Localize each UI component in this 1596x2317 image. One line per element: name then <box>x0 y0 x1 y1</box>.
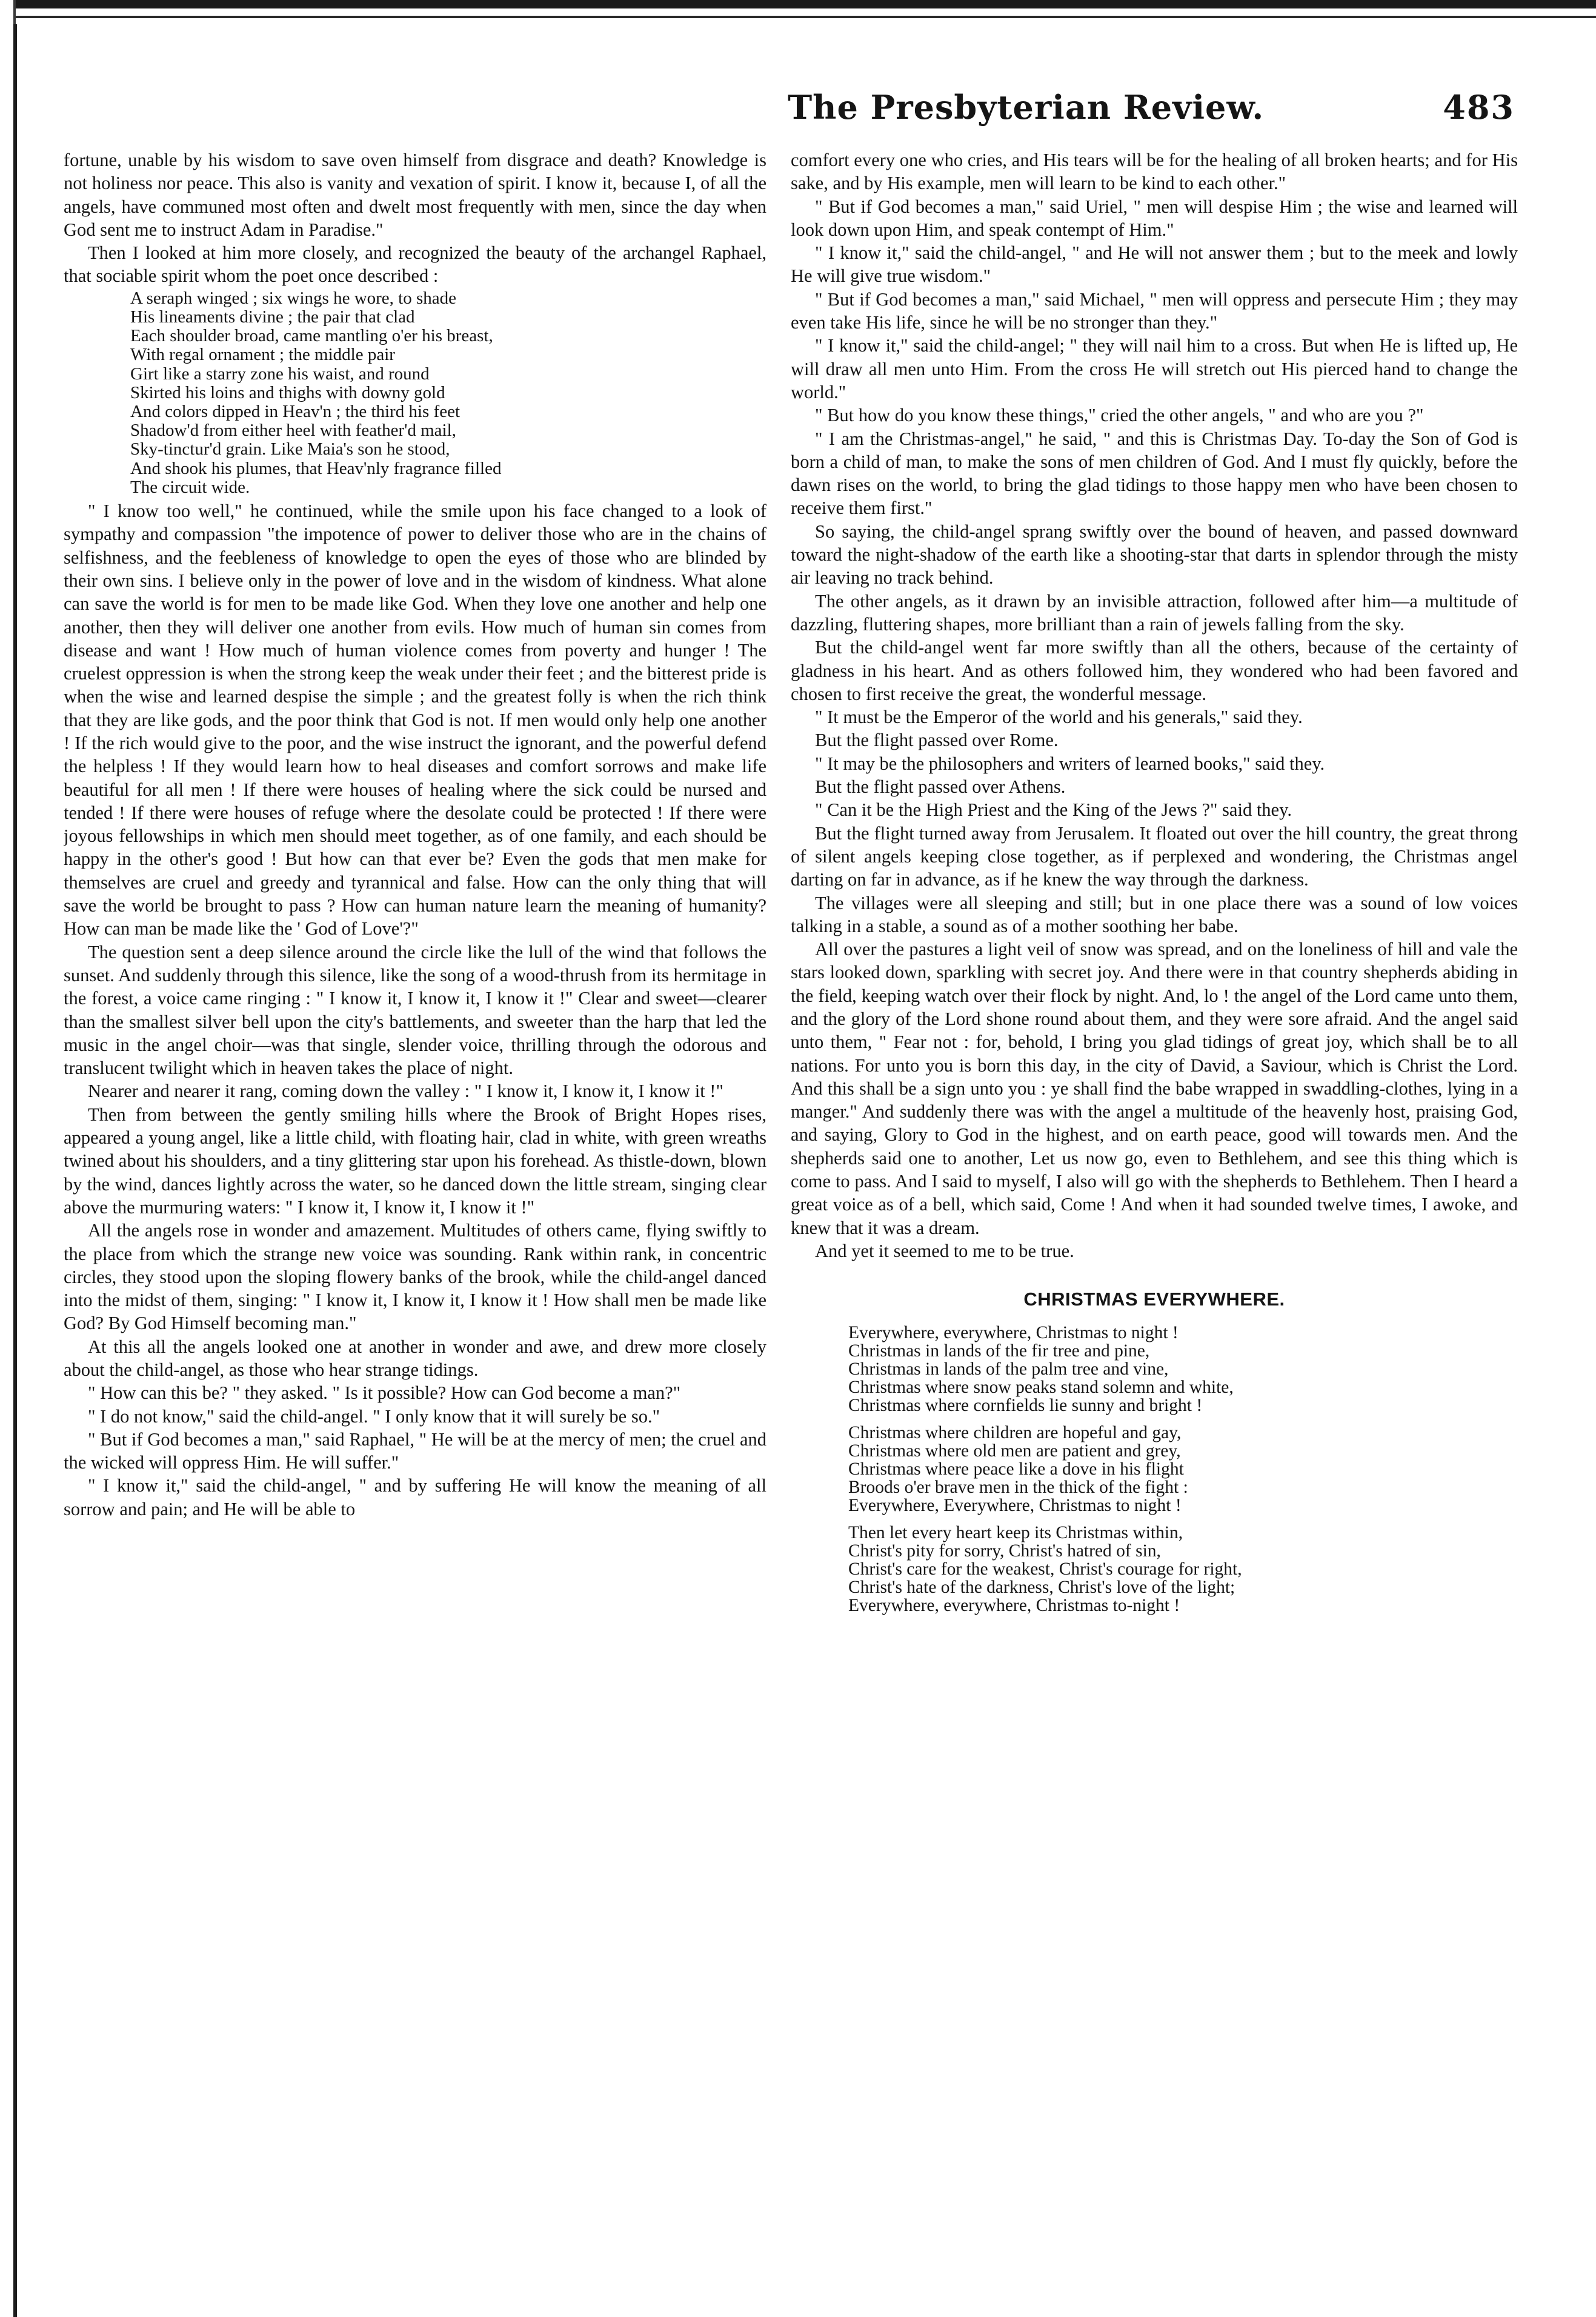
paragraph: The villages were all sleeping and still; but in one place there was a sound of low voices talking in a stable, a sound as of a mother soothing her babe. <box>791 892 1518 936</box>
paragraph: And yet it seemed to me to be true. <box>815 1240 1074 1261</box>
paragraph: " I know it," said the child-angel; " they will nail him to a cross. But when He is lifted up, He will draw all men unto Him. From the cross He will stretch out His pierced hand to change the world." <box>791 335 1518 402</box>
poem-line: Christmas where children are hopeful and gay, <box>848 1422 1182 1442</box>
poem-line: Skirted his loins and thighs with downy gold <box>130 382 445 402</box>
poem-line: With regal ornament ; the middle pair <box>130 345 395 365</box>
poem-line: Christ's hate of the darkness, Christ's love of the light; <box>848 1578 1235 1598</box>
paragraph: But the child-angel went far more swiftly than all the others, because of the certainty of gladness in his heart. And as others followed him, they wondered who had been favored and chosen to first receive the great, the wonderful message. <box>791 637 1518 704</box>
paragraph: All over the pastures a light veil of snow was spread, and on the loneliness of hill and vale the stars looked down, sparkling with secret joy. And there were in that country shepherds abiding in the field, keeping watch over their flock by night. And, lo ! the angel of the Lord came unto them, and the glory of the Lord shone round about them, and they were sore afraid. And the angel said unto them, " Fear not : for, behold, I bring you glad tidings of great joy, which shall be to all nations. For unto you is born this day, in the city of David, a Saviour, which is Christ the Lord. And this shall be a sign unto you : ye shall find the babe wrapped in swaddling-clothes, lying in a manger." And suddenly there was with the angel a multitude of the heavenly host, praising God, and saying, Glory to God in the highest, and on earth peace, good will towards men. And the shepherds said one to another, Let us now go, even to Bethlehem, and see this thing which is come to pass. And I said to myself, I also will go with the shepherds to Bethlehem. Then I heard a great voice as of a bell, which said, Come ! And when it had sounded twelve times, I awoke, and knew that it was a dream. <box>791 939 1518 1238</box>
page-top-edge <box>0 0 1596 24</box>
left-column <box>64 148 766 2306</box>
poem-stanza <box>848 1524 1518 1615</box>
paragraph: But the flight passed over Athens. <box>815 776 1066 798</box>
running-header <box>788 88 1515 136</box>
poem-line: Girt like a starry zone his waist, and round <box>130 364 430 384</box>
paragraph: " How can this be? " they asked. " Is it possible? How can God become a man?" <box>88 1382 681 1404</box>
poem-stanza <box>848 1424 1518 1515</box>
milton-quote <box>130 289 766 497</box>
poem-line: Christmas where cornfields lie sunny and bright ! <box>848 1396 1203 1416</box>
paragraph: But the flight passed over Rome. <box>815 730 1059 751</box>
poem-line: And colors dipped in Heav'n ; the third his feet <box>130 402 461 421</box>
paragraph: comfort every one who cries, and His tears will be for the healing of all broken hearts; and for His sake, and by His example, men will learn to be kind to each other." <box>791 150 1518 194</box>
paragraph: Then from between the gently smiling hills where the Brook of Bright Hopes rises, appeared a young angel, like a little child, with floating hair, clad in white, with green wreaths twined about his shoulders, and a tiny glittering star upon his forehead. As thistle-down, blown by the wind, dances lightly across the water, so he danced down the little stream, singing clear above the murmuring waters: " I know it, I know it, I know it !" <box>64 1104 766 1218</box>
paragraph: " It may be the philosophers and writers of learned books," said they. <box>815 753 1325 774</box>
right-column <box>791 148 1518 2306</box>
poem-line: Christmas in lands of the fir tree and pine, <box>848 1341 1150 1361</box>
paragraph: Nearer and nearer it rang, coming down the valley : " I know it, I know it, I know it !" <box>88 1081 723 1102</box>
poem-line: Christ's pity for sorry, Christ's hatred of sin, <box>848 1541 1161 1561</box>
poem-line: Then let every heart keep its Christmas within, <box>848 1522 1183 1542</box>
page-number: 483 <box>1443 88 1515 127</box>
poem-line: Christmas where snow peaks stand solemn and white, <box>848 1378 1234 1398</box>
paragraph: " I know it," said the child-angel, " and by suffering He will know the meaning of all sorrow and pain; and He will be able to <box>64 1475 766 1519</box>
paragraph: " I know too well," he continued, while the smile upon his face changed to a look of sympathy and compassion "the impotence of power to deliver those who are in the chains of selfishness, and the feebleness of knowledge to open the eyes of those who are blinded by their own sins. I believe only in the power of love and in the wisdom of kindness. What alone can save the world is for men to be made like God. When they love one another and help one another, then they will deliver one another from evils. How much of human sin comes from disease and want ! How much of human violence comes from poverty and hunger ! The cruelest oppression is when the strong keep the weak under their feet ; and the bitterest pride is when the wise and learned despise the simple ; and the greatest folly is when the rich think that they are like gods, and the poor think that God is not. If men would only help one another ! If the rich would give to the poor, and the wise instruct the ignorant, and the powerful defend the helpless ! If they would learn how to heal diseases and comfort sorrows and make life beautiful for all men ! If there were houses of healing where the sick could be nursed and tended ! If there were houses of refuge where the desolate could be protected ! If there were joyous fellowships in which men should meet together, as of one family, and each should be happy in the other's good ! But how can that ever be? Even the gods that men make for themselves are cruel and greedy and tyrannical and false. How can the only thing that will save the world be brought to pass ? How can human nature learn the meaning of humanity? How can man be made like the ' God of Love'?" <box>64 501 766 939</box>
poem-line: The circuit wide. <box>130 477 250 497</box>
poem-line: Everywhere, everywhere, Christmas to night ! <box>848 1322 1179 1342</box>
poem-line: Broods o'er brave men in the thick of the fight : <box>848 1478 1188 1498</box>
paragraph: So saying, the child-angel sprang swiftly over the bound of heaven, and passed downward toward the night-shadow of the earth like a shooting-star that darts in splendor through the misty air leaving no track behind. <box>791 521 1518 588</box>
paragraph: All the angels rose in wonder and amazement. Multitudes of others came, flying swiftly to the place from which the strange new voice was sounding. Rank within rank, in concentric circles, they stood upon the sloping flowery banks of the brook, while the child-angel danced into the midst of them, singing: " I know it, I know it, I know it ! How shall men be made like God? By God Himself becoming man." <box>64 1220 766 1334</box>
journal-title: The Presbyterian Review. <box>788 88 1265 127</box>
poem-line: Sky-tinctur'd grain. Like Maia's son he stood, <box>130 439 450 459</box>
paragraph: The question sent a deep silence around the circle like the lull of the wind that follows the sunset. And suddenly through this silence, like the song of a wood-thrush from its hermitage in the forest, a voice came ringing : " I know it, I know it, I know it !" Clear and sweet—clearer than the smallest silver bell upon the city's battlements, and sweeter than the harp that led the music in the angel choir—was that single, slender voice, thrilling through the odorous and translucent twilight which in heaven takes the place of night. <box>64 941 766 1079</box>
poem-line: A seraph winged ; six wings he wore, to shade <box>130 288 457 308</box>
paragraph: " Can it be the High Priest and the King of the Jews ?" said they. <box>815 799 1292 821</box>
paragraph: " It must be the Emperor of the world and his generals," said they. <box>815 707 1303 728</box>
poem-line: His lineaments divine ; the pair that clad <box>130 307 415 327</box>
page-binding-shadow <box>13 24 17 2317</box>
poem-line: Christ's care for the weakest, Christ's courage for right, <box>848 1559 1242 1579</box>
paragraph: " I am the Christmas-angel," he said, " and this is Christmas Day. To-day the Son of God is born a child of man, to make the sons of men children of God. And I must fly quickly, before the dawn rises on the world, to bring the glad tidings to those happy men who have been chosen to receive them first." <box>791 428 1518 519</box>
paragraph: But the flight turned away from Jerusalem. It floated out over the hill country, the great throng of silent angels keeping close together, as if perplexed and wondering, the Christmas angel darting on far in advance, as if he knew the way through the darkness. <box>791 822 1518 890</box>
paragraph: " But if God becomes a man," said Raphael, " He will be at the mercy of men; the cruel and the wicked will oppress Him. He will suffer." <box>64 1429 766 1473</box>
paragraph: " I do not know," said the child-angel. " I only know that it will surely be so." <box>88 1405 660 1427</box>
poem-line: Christmas where peace like a dove in his flight <box>848 1459 1184 1479</box>
paragraph: At this all the angels looked one at another in wonder and awe, and drew more closely about the child-angel, as those who hear strange tidings. <box>64 1336 766 1380</box>
poem-line: And shook his plumes, that Heav'nly fragrance filled <box>130 458 502 478</box>
poem-line: Everywhere, everywhere, Christmas to-night ! <box>848 1596 1180 1616</box>
paragraph: " But if God becomes a man," said Uriel, " men will despise Him ; the wise and learned will look down upon Him, and speak contempt of Him." <box>791 196 1518 240</box>
paragraph: " But if God becomes a man," said Michael, " men will oppress and persecute Him ; they may even take His life, since he will be no stronger than they." <box>791 288 1518 333</box>
paragraph: The other angels, as it drawn by an invisible attraction, followed after him—a multitude of dazzling, fluttering shapes, more brilliant than a rain of jewels falling from the sky. <box>791 590 1518 635</box>
poem-line: Everywhere, Everywhere, Christmas to night ! <box>848 1496 1182 1516</box>
paragraph: " I know it," said the child-angel, " and He will not answer them ; but to the meek and lowly He will give true wisdom." <box>791 242 1518 287</box>
poem-stanza <box>848 1324 1518 1415</box>
paragraph: Then I looked at him more closely, and recognized the beauty of the archangel Raphael, that sociable spirit whom the poet once described : <box>64 242 766 287</box>
paragraph: fortune, unable by his wisdom to save oven himself from disgrace and death? Knowledge is not holiness nor peace. This also is vanity and vexation of spirit. I know it, because I, of all the angels, have communed most often and dwelt most frequently with men, since the day when God sent me to instruct Adam in Paradise." <box>64 150 766 240</box>
poem-line: Christmas where old men are patient and grey, <box>848 1441 1181 1461</box>
poem-line: Shadow'd from either heel with feather'd mail, <box>130 421 456 441</box>
paragraph: " But how do you know these things," cried the other angels, " and who are you ?" <box>815 405 1424 426</box>
poem-title: CHRISTMAS EVERYWHERE. <box>1023 1289 1285 1310</box>
poem-line: Christmas in lands of the palm tree and vine, <box>848 1359 1169 1379</box>
christmas-poem <box>848 1324 1518 1615</box>
poem-line: Each shoulder broad, came mantling o'er his breast, <box>130 326 493 346</box>
